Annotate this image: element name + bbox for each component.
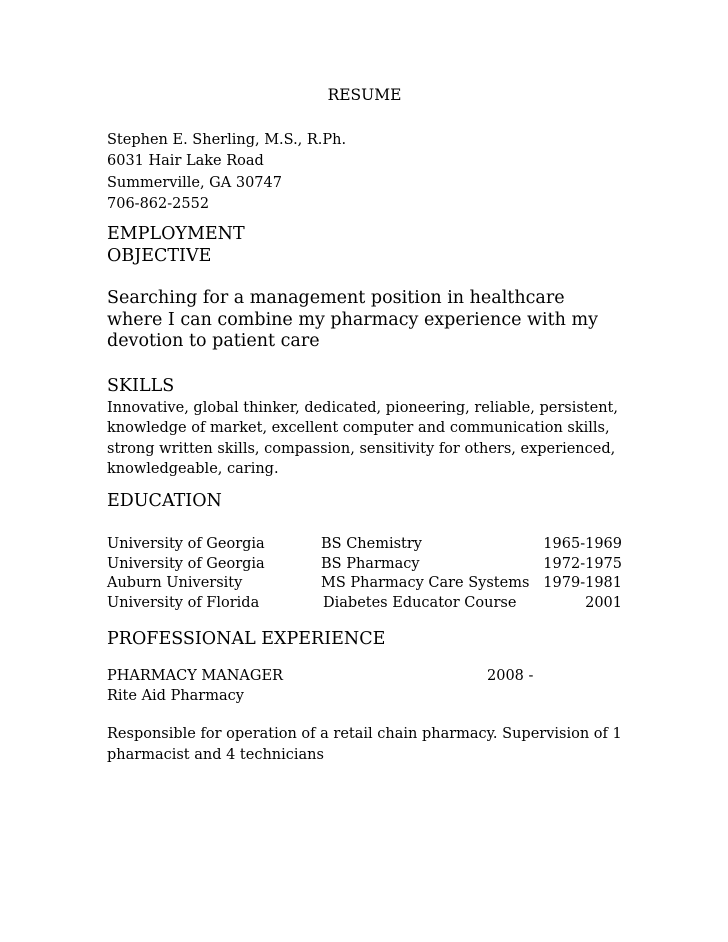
contact-city: Summerville, GA 30747 — [107, 174, 282, 191]
employment-heading: EMPLOYMENT — [107, 224, 245, 244]
education-degree: BS Pharmacy — [321, 555, 420, 572]
responsibilities-text: Responsible for operation of a retail chain pharmacy. Supervision of 1 pharmacist and 4 technicians — [107, 726, 622, 763]
contact-street: 6031 Hair Lake Road — [107, 153, 264, 170]
contact-phone: 706-862-2552 — [107, 195, 210, 212]
position-dates: 2008 - — [487, 668, 534, 684]
education-degree: Diabetes Educator Course — [323, 594, 517, 611]
experience-heading: PROFESSIONAL EXPERIENCE — [107, 629, 386, 649]
education-row — [107, 536, 622, 556]
skills-heading: SKILLS — [107, 376, 175, 396]
education-school: Auburn University — [107, 575, 243, 591]
position-title: PHARMACY MANAGER — [107, 668, 283, 684]
education-years: 1965-1969 — [543, 536, 622, 552]
education-years: 1972-1975 — [543, 555, 622, 572]
objective-text: Searching for a management position in healthcare where I can combine my pharmacy experience with my devotion to patient care — [107, 288, 598, 352]
contact-block — [107, 130, 346, 215]
education-degree: BS Chemistry — [321, 536, 422, 552]
objective-heading: OBJECTIVE — [107, 246, 212, 266]
contact-name: Stephen E. Sherling, M.S., R.Ph. — [107, 132, 347, 148]
education-years: 2001 — [585, 594, 622, 611]
education-school: University of Florida — [107, 594, 260, 611]
education-years: 1979-1981 — [543, 575, 622, 591]
education-school: University of Georgia — [107, 555, 265, 572]
education-school: University of Georgia — [107, 536, 265, 552]
education-degree: MS Pharmacy Care Systems — [321, 575, 530, 591]
employer-name: Rite Aid Pharmacy — [107, 688, 244, 704]
skills-text: Innovative, global thinker, dedicated, pioneering, reliable, persistent, knowledge of market, excellent computer and communication skills, strong written skills, compassion, sensitivity for others, experienced, knowledgeable, caring. — [107, 400, 618, 477]
education-row — [107, 575, 622, 595]
education-row — [107, 595, 622, 615]
education-row — [107, 556, 622, 576]
resume-title: RESUME — [327, 86, 402, 104]
education-heading: EDUCATION — [107, 491, 222, 511]
